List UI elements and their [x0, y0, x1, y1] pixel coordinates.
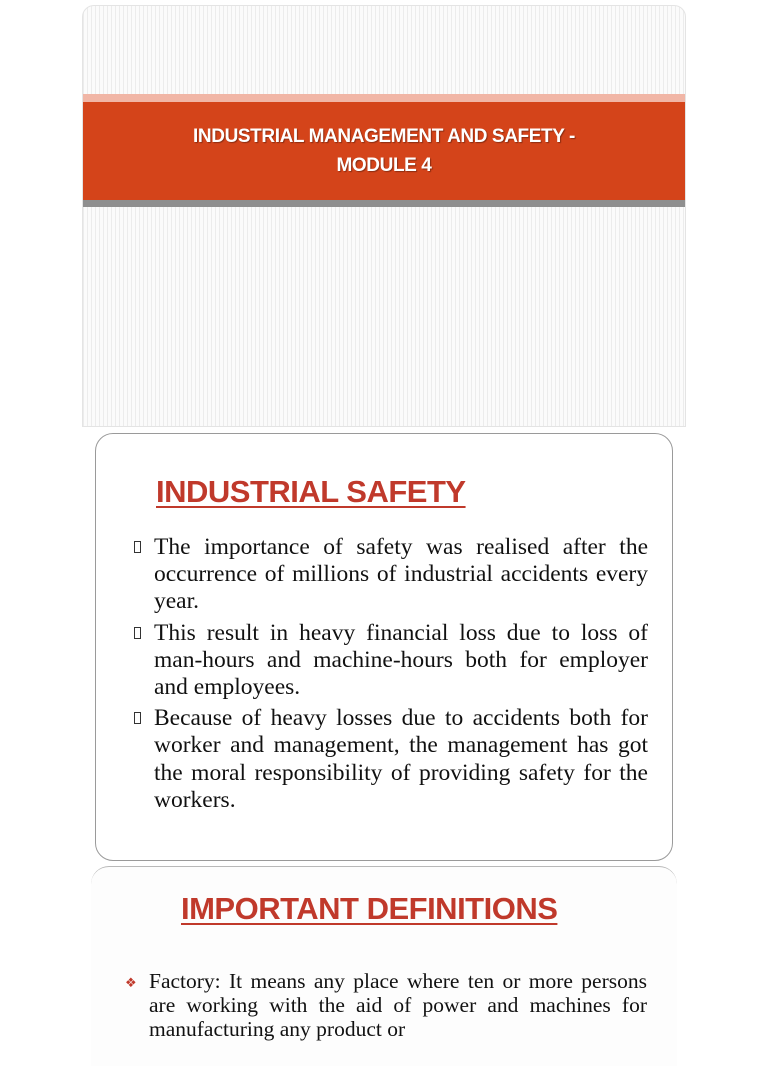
list-item: [134, 705, 648, 814]
diamond-bullet-icon: ❖: [125, 976, 137, 991]
slide-heading: INDUSTRIAL SAFETY: [156, 474, 466, 509]
square-bullet-icon: [134, 712, 141, 724]
slide-title-line-2: MODULE 4: [336, 155, 432, 176]
bullet-list: [125, 969, 647, 1041]
industrial-safety-slide: [95, 433, 673, 861]
title-band-bottom-stripe: [83, 200, 685, 207]
slide-heading: IMPORTANT DEFINITIONS: [181, 891, 558, 926]
list-item: [125, 969, 647, 1041]
bullet-text: The importance of safety was realised after the occurrence of millions of industrial accidents every year.: [154, 534, 648, 615]
title-band-top-stripe: [83, 94, 685, 102]
title-band: [83, 102, 685, 200]
bullet-text: Because of heavy losses due to accidents both for worker and management, the management has got the moral responsibility of providing safety for the workers.: [154, 705, 648, 813]
bullet-text: This result in heavy financial loss due to loss of man-hours and machine-hours both for employer and employees.: [154, 619, 648, 701]
square-bullet-icon: [134, 541, 141, 553]
important-definitions-slide: [91, 866, 677, 1066]
list-item: [134, 534, 648, 616]
title-slide: [82, 5, 686, 427]
slide-title-line-1: INDUSTRIAL MANAGEMENT AND SAFETY -: [193, 126, 575, 147]
list-item: [134, 620, 648, 702]
bullet-text: Factory: It means any place where ten or more persons are working with the aid of power and machines for manufacturing any product or: [149, 969, 647, 1041]
square-bullet-icon: [134, 627, 141, 639]
bullet-list: [134, 534, 648, 818]
